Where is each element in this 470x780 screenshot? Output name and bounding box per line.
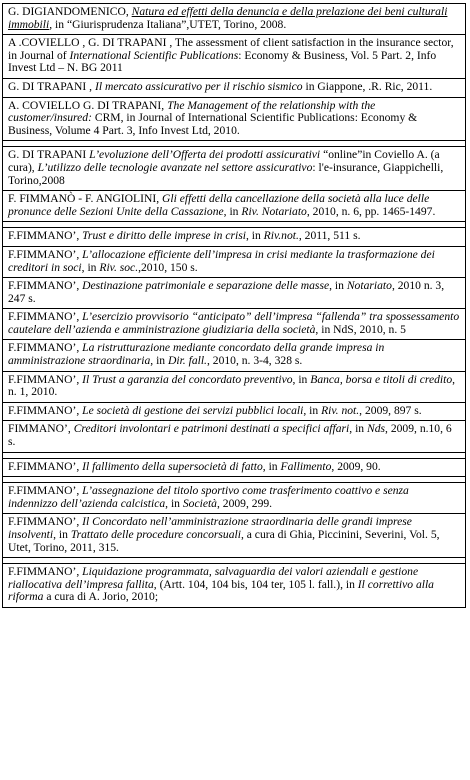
entry-text: G. DIGIANDOMENICO,	[8, 5, 132, 18]
bibliography-entry	[2, 340, 466, 371]
bibliography-entry	[2, 564, 466, 608]
entry-text: A .COVIELLO , G. DI TRAPANI , The assessment of client satisfaction in the insurance sector, in Journal of	[8, 36, 454, 62]
entry-title-text: Notariato	[346, 279, 392, 293]
bibliography-entry	[2, 421, 466, 452]
entry-text: in Giappone, .R. Ric, 2011.	[302, 79, 433, 93]
bibliography-entry	[2, 483, 466, 514]
bibliography-entry	[2, 514, 466, 558]
bibliography-entry	[2, 4, 466, 35]
entry-text: a cura di A. Jorio, 2010;	[43, 590, 159, 604]
entry-text: F.FIMMANO’,	[8, 247, 83, 261]
entry-title-text: La ristrutturazione mediante concordato della grande impresa in amministrazione straordinaria	[8, 341, 385, 368]
entry-text: , in	[223, 204, 242, 218]
entry-title-text: Natura ed effetti della denuncia e della prelazione dei beni culturali immobili	[8, 5, 448, 31]
bibliography-entry	[2, 372, 466, 403]
entry-title-text: Il mercato assicurativo per il rischio sismico	[94, 79, 303, 93]
entry-title-text: Trust e diritto delle imprese in crisi	[82, 229, 246, 243]
bibliography-entry	[2, 79, 466, 98]
entry-text: F.FIMMANO’,	[8, 515, 83, 529]
entry-text: CRM, in Journal of International Scientific Publications: Economy & Business, Volume 4 Part. 3, Info Invest Ltd, 2010.	[8, 111, 418, 137]
entry-text: , in	[329, 279, 347, 293]
bibliography-entry	[2, 459, 466, 478]
entry-text: , in	[53, 528, 71, 541]
entry-title-text: Il fallimento della supersocietà di fatto	[82, 459, 263, 473]
entry-title-text: Le società di gestione dei servizi pubblici locali	[82, 403, 304, 417]
entry-title-text: Il correttivo alla riforma	[8, 577, 434, 604]
entry-title-text: The Management of the relationship with the customer/insured:	[8, 98, 376, 125]
entry-title-text: Il Trust a garanzia del concordato preventivo	[82, 372, 293, 386]
entry-text: , n. 1, 2010.	[8, 372, 456, 399]
entry-title-text: L’allocazione efficiente dell’impresa in crisi mediante la trasformazione dei creditori in soci	[8, 247, 435, 274]
entry-text: F.FIMMANO’,	[8, 310, 83, 324]
entry-text: , 2009, 897 s.	[359, 403, 422, 417]
entry-text: F.FIMMANO’,	[8, 403, 83, 417]
entry-text: , in	[262, 459, 281, 473]
entry-text: FIMMANO’,	[8, 422, 74, 436]
entry-text: G. DI TRAPANI	[8, 148, 90, 162]
entry-text: F.FIMMANO’,	[8, 372, 83, 386]
entry-text: , 2011, 511 s.	[298, 229, 361, 243]
entry-text: : l'e-insurance, Giappichelli, Torino,2008	[8, 160, 444, 187]
entry-title-text: Riv.not.	[263, 229, 299, 243]
entry-text: F.FIMMANO’,	[8, 484, 83, 498]
entry-text: , 2010 n. 3, 247 s.	[8, 279, 445, 305]
bibliography-entry	[2, 403, 466, 422]
entry-title-text: Liquidazione programmata, salvaguardia dei valori aziendali e gestione riallocativa dell’impresa fallita	[8, 565, 419, 591]
entry-title-text: Destinazione patrimoniale e separazione delle masse	[82, 279, 330, 293]
bibliography-entry	[2, 228, 466, 247]
entry-text: ,2010, 150 s.	[138, 260, 198, 274]
entry-text: F. FIMMANÒ - F. ANGIOLINI,	[8, 192, 163, 206]
entry-title-text: L’evoluzione dell’Offerta dei prodotti assicurativi	[89, 148, 321, 162]
entry-text: , a cura di Ghia, Piccinini, Severini, Vol. 5, Utet, Torino, 2011, 315.	[8, 528, 440, 554]
entry-text: , 2009, 90.	[331, 459, 381, 473]
entry-text: F.FIMMANO’,	[8, 229, 83, 243]
entry-text: , in	[245, 229, 264, 243]
entry-text: F.FIMMANO’,	[8, 565, 83, 579]
entry-title-text: Trattato delle procedure concorsuali	[70, 528, 241, 541]
entry-text: , 2010, n. 6, pp. 1465-1497.	[306, 204, 436, 218]
entry-text: G. DI TRAPANI ,	[8, 79, 95, 93]
bibliography-entry	[2, 247, 466, 278]
entry-text: , 2010, n. 3-4, 328 s.	[206, 354, 303, 368]
entry-text: A. COVIELLO G. DI TRAPANI,	[8, 98, 168, 112]
bibliography-rows	[2, 3, 466, 608]
entry-text: : Economy & Business, Vol. 5 Part. 2, Info Invest Ltd – N. BG 2011	[8, 48, 437, 75]
entry-title-text: Riv. soc.	[99, 260, 139, 274]
entry-title-text: Nds	[366, 422, 386, 436]
entry-title-text: L’assegnazione del titolo sportivo come trasferimento coattivo e senza indennizzo dell’azienda calcistica	[8, 484, 409, 510]
entry-text: , in	[165, 496, 183, 510]
entry-text: , (Artt. 104, 104 bis, 104 ter, 105 l. fall.), in	[153, 577, 358, 591]
entry-title-text: L’utilizzo delle tecnologie avanzate nel settore assicurativo	[37, 160, 313, 174]
bibliography-entry	[2, 278, 466, 309]
entry-title-text: Il Concordato nell’amministrazione straordinaria delle grandi imprese insolventi	[8, 515, 412, 541]
entry-title-text: Creditori involontari e patrimoni destinati a specifici affari	[73, 422, 350, 436]
entry-title-text: L’esercizio provvisorio “anticipato” dell’impresa “fallenda” tra spossessamento cautelare dell’azienda e amministrazione giudiziaria della società	[8, 310, 460, 336]
entry-text: F.FIMMANO’,	[8, 341, 83, 355]
entry-text: F.FIMMANO’,	[8, 459, 83, 473]
entry-title-text: Società	[182, 496, 217, 510]
bibliography-entry	[2, 309, 466, 340]
entry-text: , in	[150, 354, 168, 368]
entry-text: , 2009, 299.	[216, 496, 273, 510]
entry-title-text: Dir. fall.	[167, 354, 207, 368]
bibliography-table	[2, 3, 466, 608]
bibliography-entry	[2, 35, 466, 79]
entry-text: , 2009, n.10, 6 s.	[8, 422, 452, 449]
bibliography-entry	[2, 147, 466, 191]
entry-text: , in	[81, 260, 100, 274]
entry-text: , in	[303, 403, 322, 417]
entry-title-text: Gli effetti della cancellazione della società alla luce delle pronunce delle Sezioni Unite della Cassazione	[8, 192, 430, 218]
entry-title-text: International Scientific Publications	[69, 48, 239, 62]
entry-text: F.FIMMANO’,	[8, 279, 83, 293]
entry-text: , in	[349, 422, 367, 436]
entry-title-text: Fallimento	[280, 459, 332, 473]
entry-text: , in “Giurisprudenza Italiana”,UTET, Torino, 2008.	[49, 17, 287, 31]
entry-text: “online”in Coviello A. (a cura),	[8, 148, 440, 174]
entry-title-text: Riv. not.	[321, 403, 360, 417]
entry-title-text: Riv. Notariato	[241, 204, 307, 218]
entry-text: , in	[292, 372, 311, 386]
bibliography-entry	[2, 98, 466, 142]
entry-text: , in NdS, 2010, n. 5	[315, 322, 406, 336]
bibliography-entry	[2, 191, 466, 222]
entry-title-text: Banca, borsa e titoli di credito	[310, 372, 453, 386]
